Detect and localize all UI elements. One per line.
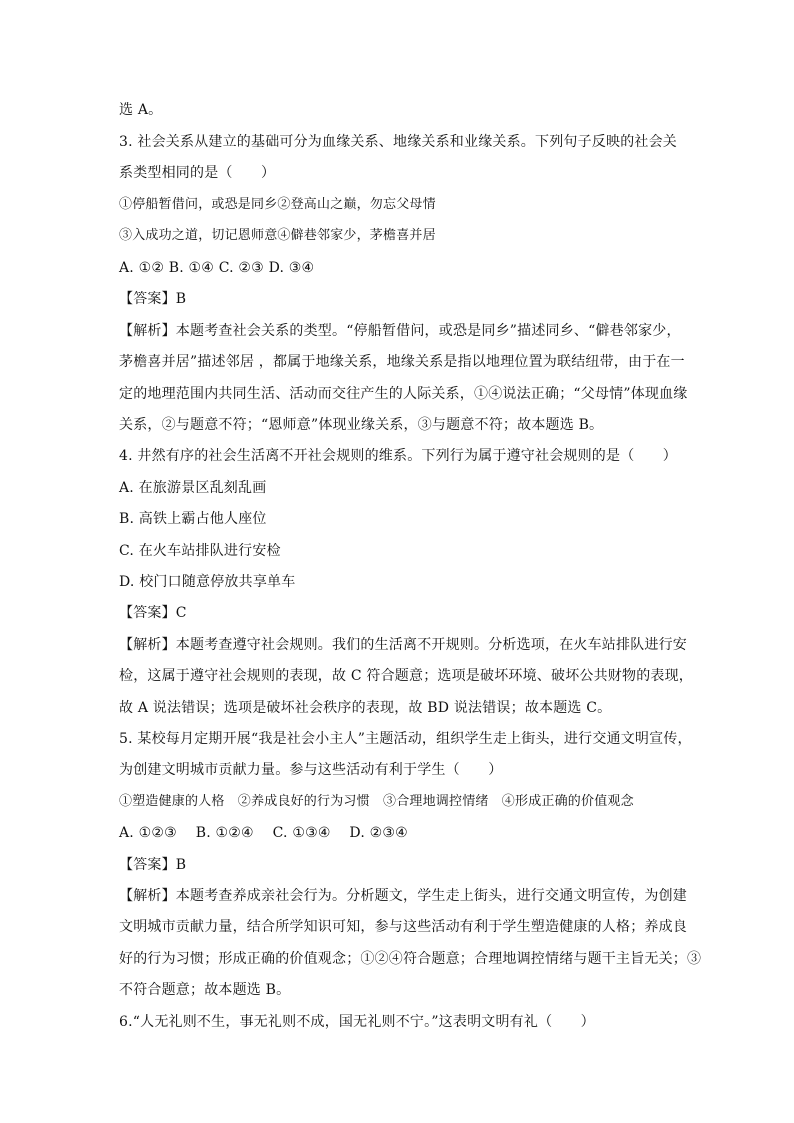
question-5-items: ①塑造健康的人格 ②养成良好的行为习惯 ③合理地调控情绪 ④形成正确的价值观念 bbox=[119, 794, 634, 809]
question-5-analysis: 【解析】本题考查养成亲社会行为。分析题文，学生走上街头，进行交通文明宣传，为创建 bbox=[119, 888, 687, 904]
question-5-stem: 5. 某校每月定期开展“我是社会小主人”主题活动，组织学生走上街头，进行交通文明宣传， bbox=[119, 731, 692, 747]
question-4-stem: 4. 井然有序的社会生活离不开社会规则的维系。下列行为属于遵守社会规则的是（ ） bbox=[119, 448, 678, 464]
question-3-analysis-cont: 定的地理范围内共同生活、活动而交往产生的人际关系，①④说法正确；“父母情”体现血缘 bbox=[119, 386, 688, 402]
question-3-analysis-cont: 关系，②与题意不符；“恩师意”体现业缘关系，③与题意不符；故本题选 B。 bbox=[119, 417, 604, 433]
question-4-analysis-cont: 检，这属于遵守社会规则的表现，故 C 符合题意；选项是破坏环境、破坏公共财物的表现， bbox=[119, 668, 694, 684]
question-4-answer: 【答案】C bbox=[119, 605, 187, 621]
question-3-items-1: ①停船暂借问，或恐是同乡②登高山之巅，勿忘父母情 bbox=[119, 197, 436, 212]
question-5-analysis-cont: 不符合题意；故本题选 B。 bbox=[119, 982, 291, 998]
question-4-analysis-cont: 故 A 说法错误；选项是破坏社会秩序的表现，故 BD 说法错误；故本题选 C。 bbox=[119, 700, 612, 716]
question-3-analysis-cont: 茅檐喜并居”描述邻居 ，都属于地缘关系，地缘关系是指以地理位置为联结纽带，由于在一 bbox=[119, 354, 685, 370]
question-5-stem-cont: 为创建文明城市贡献力量。参与这些活动有利于学生（ ） bbox=[119, 762, 503, 778]
question-3-items-2: ③入成功之道，切记恩师意④僻巷邻家少，茅檐喜并居 bbox=[119, 228, 436, 243]
question-3-analysis: 【解析】本题考查社会关系的类型。“停船暂借问，或恐是同乡”描述同乡、“僻巷邻家少， bbox=[119, 323, 681, 339]
question-4-option-c: C. 在火车站排队进行安检 bbox=[119, 543, 281, 559]
question-3-answer: 【答案】B bbox=[119, 291, 187, 307]
question-3-options: A. ①② B. ①④ C. ②③ D. ③④ bbox=[119, 260, 315, 276]
question-3-stem: 3. 社会关系从建立的基础可分为血缘关系、地缘关系和业缘关系。下列句子反映的社会关 bbox=[119, 134, 678, 150]
question-5-answer: 【答案】B bbox=[119, 857, 187, 873]
text-line: 选 A。 bbox=[119, 102, 163, 118]
question-6-stem: 6.“人无礼则不生，事无礼则不成，国无礼则不宁。”这表明文明有礼（ ） bbox=[119, 1014, 595, 1030]
question-5-options: A. ①②③ B. ①②④ C. ①③④ D. ②③④ bbox=[119, 825, 408, 841]
question-5-analysis-cont: 好的行为习惯；形成正确的价值观念；①②④符合题意；合理地调控情绪与题干主旨无关；③ bbox=[119, 951, 702, 967]
question-4-option-a: A. 在旅游景区乱刻乱画 bbox=[119, 480, 267, 496]
question-4-option-d: D. 校门口随意停放共享单车 bbox=[119, 574, 296, 590]
question-4-option-b: B. 高铁上霸占他人座位 bbox=[119, 511, 267, 527]
question-3-stem-cont: 系类型相同的是（ ） bbox=[119, 165, 276, 181]
question-5-analysis-cont: 文明城市贡献力量，结合所学知识可知，参与这些活动有利于学生塑造健康的人格；养成良 bbox=[119, 919, 687, 935]
question-4-analysis: 【解析】本题考查遵守社会规则。我们的生活离不开规则。分析选项，在火车站排队进行安 bbox=[119, 637, 687, 653]
